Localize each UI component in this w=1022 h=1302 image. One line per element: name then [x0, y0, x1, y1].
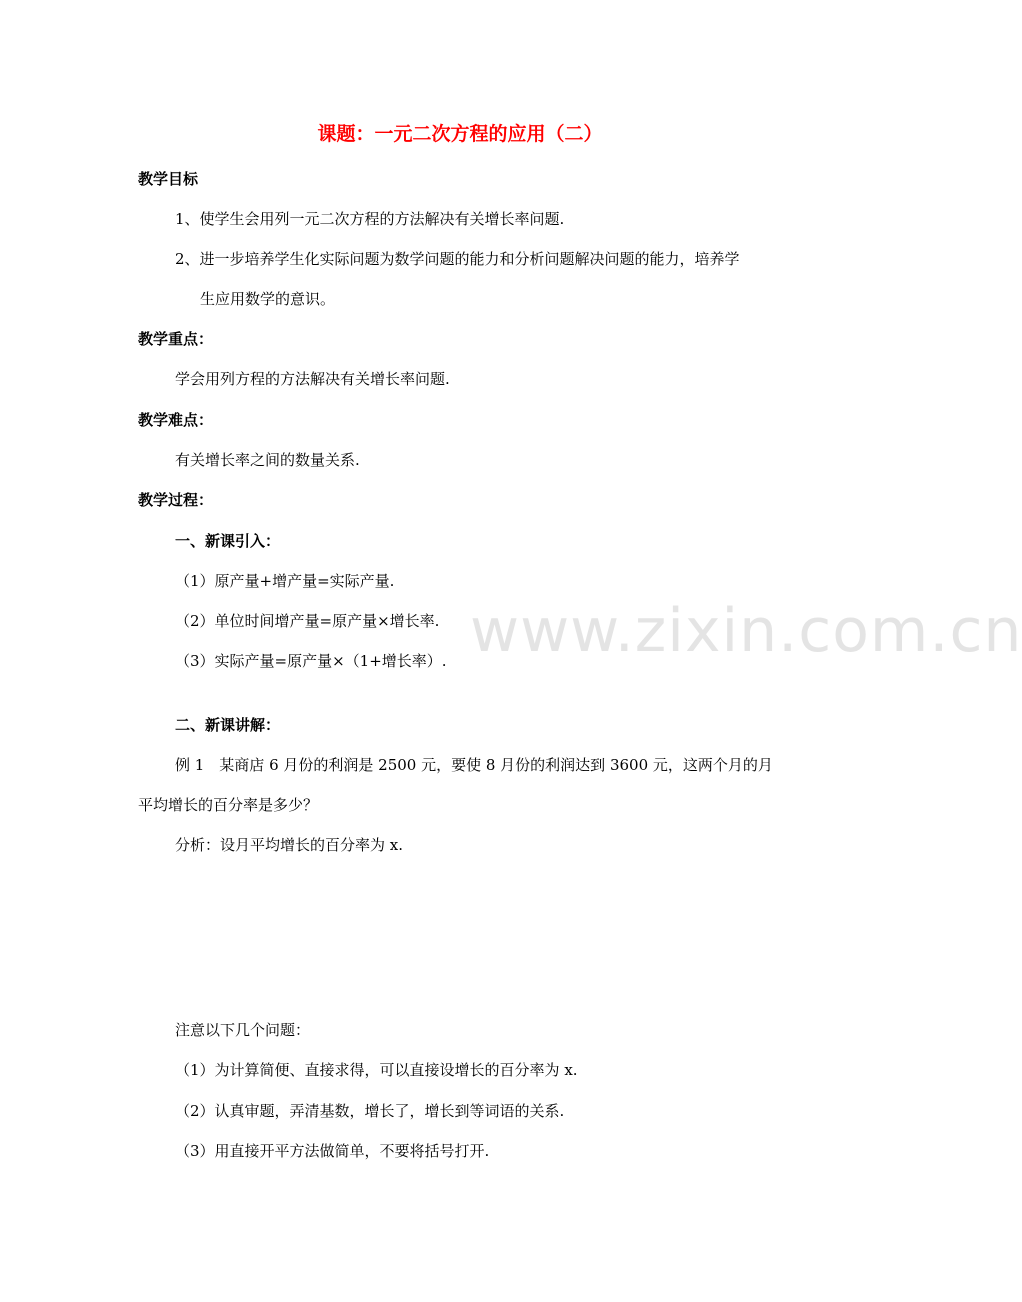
intro-item-1: （1）原产量+增产量=实际产量. — [175, 572, 395, 590]
key-points-heading: 教学重点： — [138, 330, 214, 348]
process-heading: 教学过程： — [138, 491, 214, 509]
difficulties-text: 有关增长率之间的数量关系. — [175, 451, 360, 469]
watermark: www.zixin.com.cn — [470, 596, 1022, 666]
note-item-3: （3）用直接开平方法做简单，不要将括号打开. — [175, 1142, 490, 1160]
objective-item-1: 1、使学生会用列一元二次方程的方法解决有关增长率问题. — [175, 210, 565, 228]
note-item-2: （2）认真审题，弄清基数，增长了，增长到等词语的关系. — [175, 1102, 565, 1120]
objective-item-2-continued: 生应用数学的意识。 — [200, 290, 336, 308]
lesson-heading: 二、新课讲解： — [175, 716, 281, 734]
note-item-1: （1）为计算简便、直接求得，可以直接设增长的百分率为 x. — [175, 1061, 578, 1079]
objective-item-2: 2、进一步培养学生化实际问题为数学问题的能力和分析问题解决问题的能力，培养学 — [175, 250, 740, 268]
example-line-2: 平均增长的百分率是多少？ — [138, 796, 319, 814]
example-line-1: 例 1 某商店 6 月份的利润是 2500 元，要使 8 月份的利润达到 3600 元，这两个月的月 — [175, 756, 773, 774]
intro-heading: 一、新课引入： — [175, 532, 281, 550]
objectives-heading: 教学目标 — [138, 170, 199, 188]
intro-item-3: （3）实际产量=原产量×（1+增长率）. — [175, 652, 447, 670]
analysis-text: 分析：设月平均增长的百分率为 x. — [175, 836, 403, 854]
notes-heading: 注意以下几个问题： — [175, 1021, 311, 1039]
page-title: 课题：一元二次方程的应用（二） — [317, 123, 603, 145]
intro-item-2: （2）单位时间增产量=原产量×增长率. — [175, 612, 440, 630]
key-points-text: 学会用列方程的方法解决有关增长率问题. — [175, 370, 450, 388]
difficulties-heading: 教学难点： — [138, 411, 214, 429]
